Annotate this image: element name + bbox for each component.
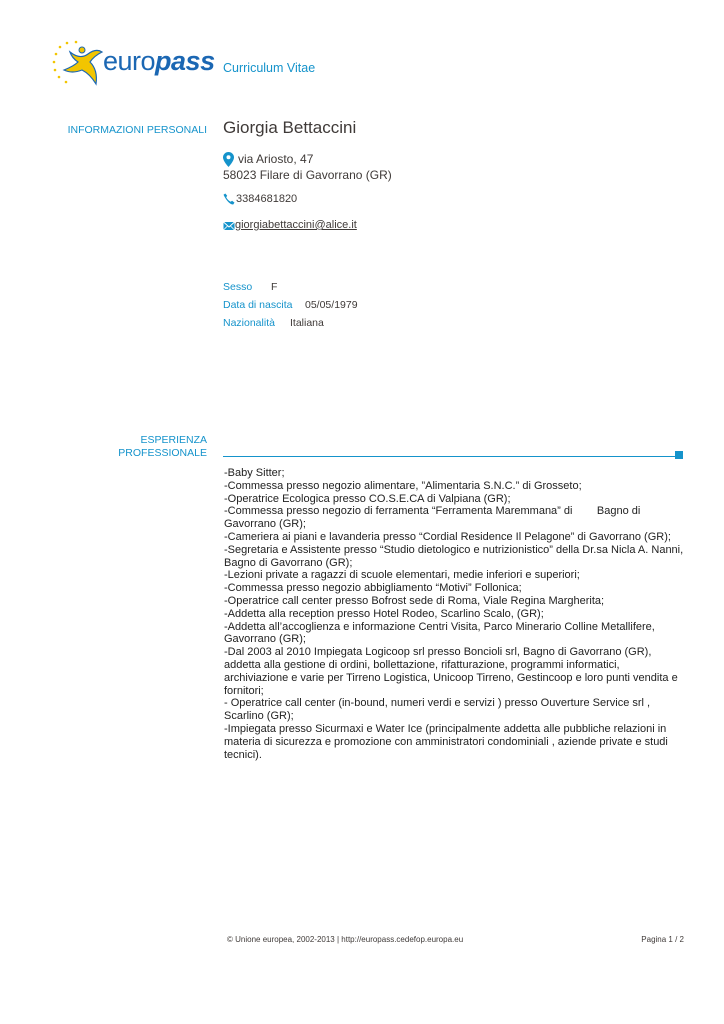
personal-info-heading: INFORMAZIONI PERSONALI — [67, 124, 207, 136]
candidate-name: Giorgia Bettaccini — [223, 118, 357, 137]
footer-copyright: © Unione europea, 2002-2013 | http://europass.cedefop.europa.eu — [227, 935, 464, 944]
experience-item: -Commessa presso negozio abbigliamento “Motivi” Follonica; — [224, 582, 522, 595]
experience-heading-line-2: PROFESSIONALE — [118, 447, 207, 459]
address-line-2: 58023 Filare di Gavorrano (GR) — [223, 168, 392, 182]
section-divider-square — [675, 451, 683, 459]
document-type-label: Curriculum Vitae — [223, 61, 316, 75]
phone-icon — [223, 193, 235, 208]
experience-item: -Cameriera ai piani e lavanderia presso “Cordial Residence Il Pelagone” di Gavorrano (GR); — [224, 530, 671, 543]
detail-label: Sesso — [223, 281, 253, 293]
experience-item: - Operatrice call center (in-bound, numeri verdi e servizi ) presso Ouverture Service srl , Scarlino (GR); — [224, 697, 651, 723]
experience-heading-line-1: ESPERIENZA — [140, 434, 207, 446]
experience-item: -Commessa presso negozio alimentare, ”Alimentaria S.N.C.” di Grosseto; — [224, 479, 582, 492]
email-row — [223, 219, 357, 234]
europass-wordmark — [103, 46, 215, 77]
experience-item: -Baby Sitter; — [224, 467, 285, 479]
experience-list — [224, 467, 684, 761]
detail-value: 05/05/1979 — [305, 299, 358, 311]
address-block — [223, 151, 392, 183]
address-line-1: via Ariosto, 47 — [238, 152, 314, 166]
experience-item: -Operatrice Ecologica presso CO.S.E.CA di Valpiana (GR); — [224, 492, 511, 505]
detail-label: Nazionalità — [223, 317, 275, 329]
detail-row-data-nascita — [223, 299, 358, 311]
experience-item: -Addetta alla reception presso Hotel Rodeo, Scarlino Scalo, (GR); — [224, 607, 544, 620]
email-link[interactable]: giorgiabettaccini@alice.it — [235, 219, 357, 231]
detail-label: Data di nascita — [223, 299, 293, 311]
experience-item: -Addetta all’accoglienza e informazione Centri Visita, Parco Minerario Colline Metallifere, Gavorrano (GR); — [224, 620, 655, 646]
europass-star-figure-icon — [50, 40, 110, 90]
section-divider-line — [223, 456, 675, 457]
phone-number: 3384681820 — [236, 193, 298, 205]
wordmark-euro: euro — [103, 46, 156, 76]
experience-item: -Segretaria e Assistente presso “Studio dietologico e nutrizionistico” della Dr.sa Nicla A. Nanni, Bagno di Gavorrano (GR); — [224, 543, 684, 569]
experience-item: -Impiegata presso Sicurmaxi e Water Ice (principalmente addetta alle pubbliche relazioni in materia di sicurezza e promozione con amministratori condominiali , aziende private e studi tecnici). — [224, 722, 668, 761]
detail-value: F — [271, 281, 278, 293]
experience-item: -Dal 2003 al 2010 Impiegata Logicoop srl presso Boncioli srl, Bagno di Gavorrano (GR), addetta alla gestione di ordini, bollettazione, rifatturazione, programmi informatici, archiviazione e varie per Tirreno Logistica, Unicoop Tirreno, Gestincoop e loro punti vendita e fornitori; — [224, 646, 678, 697]
experience-item: -Lezioni private a ragazzi di scuole elementari, medie inferiori e superiori; — [224, 569, 580, 582]
detail-value: Italiana — [290, 317, 324, 329]
experience-item: -Commessa presso negozio di ferramenta “Ferramenta Maremmana” di Bagno di Gavorrano (GR); — [224, 505, 644, 531]
detail-row-sesso — [223, 281, 277, 293]
envelope-icon — [223, 221, 235, 234]
experience-item: -Operatrice call center presso Bofrost sede di Roma, Viale Regina Margherita; — [224, 594, 605, 607]
phone-row — [223, 193, 297, 208]
experience-heading — [118, 434, 207, 460]
footer-page-number: Pagina 1 / 2 — [641, 935, 684, 944]
detail-row-nazionalita — [223, 317, 324, 329]
wordmark-pass: pass — [155, 46, 215, 76]
